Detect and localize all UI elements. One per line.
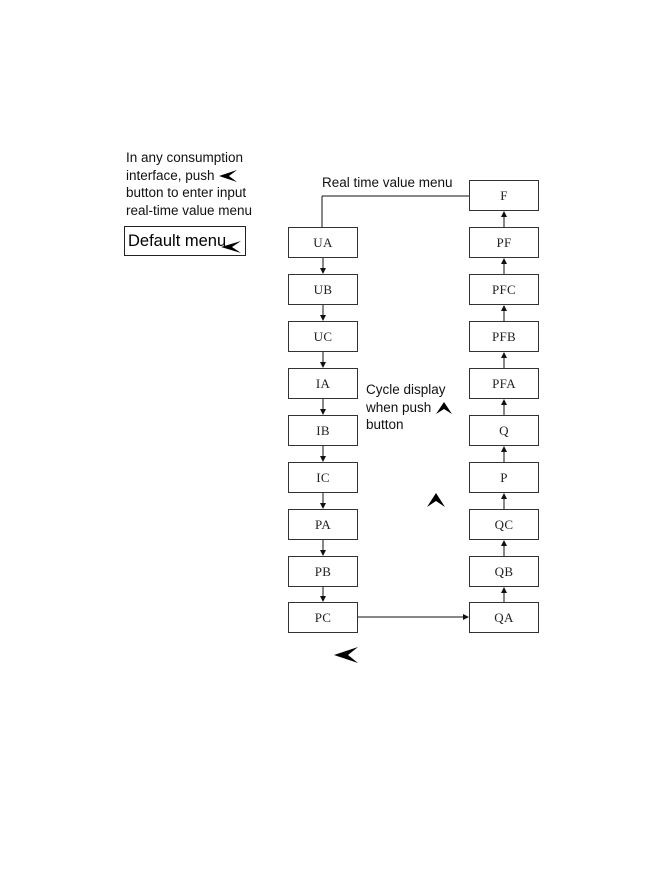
up-arrowhead <box>501 540 507 546</box>
menu-box-pf: PF <box>469 227 539 258</box>
left-arrowhead-icon <box>218 169 238 183</box>
menu-box-pb: PB <box>288 556 358 587</box>
left-arrowhead-icon <box>333 646 359 664</box>
menu-box-uc: UC <box>288 321 358 352</box>
instruction-note <box>126 149 252 219</box>
up-arrowhead <box>501 305 507 311</box>
up-arrowhead <box>501 399 507 405</box>
default-menu-box <box>124 226 246 256</box>
up-arrowhead <box>501 446 507 452</box>
up-arrowhead <box>501 493 507 499</box>
up-arrowhead <box>501 258 507 264</box>
realtime-menu-label: Real time value menu <box>322 175 453 190</box>
instruction-line-3: button to enter input <box>126 185 247 200</box>
menu-box-pa: PA <box>288 509 358 540</box>
instruction-line-2 <box>126 167 252 185</box>
menu-box-ib: IB <box>288 415 358 446</box>
menu-box-pfb: PFB <box>469 321 539 352</box>
menu-box-ia: IA <box>288 368 358 399</box>
instruction-line-1: In any consumption <box>126 150 244 165</box>
menu-box-ua: UA <box>288 227 358 258</box>
cycle-line-3: button <box>366 417 404 432</box>
cycle-line-2-text: when push <box>366 399 432 415</box>
menu-box-p: P <box>469 462 539 493</box>
menu-box-qb: QB <box>469 556 539 587</box>
cycle-display-note <box>366 381 453 434</box>
menu-box-q: Q <box>469 415 539 446</box>
up-arrowhead-icon <box>435 401 453 415</box>
up-arrowhead <box>501 352 507 358</box>
menu-box-f: F <box>469 180 539 211</box>
default-menu-label: Default menu <box>128 232 227 250</box>
menu-box-qc: QC <box>469 509 539 540</box>
up-arrowhead <box>501 587 507 593</box>
menu-box-pfc: PFC <box>469 274 539 305</box>
up-arrowhead-icon <box>426 492 446 508</box>
menu-box-ub: UB <box>288 274 358 305</box>
instruction-line-2-text: interface, push <box>126 167 215 183</box>
menu-box-qa: QA <box>469 602 539 633</box>
cycle-line-1: Cycle display <box>366 382 446 397</box>
menu-box-pc: PC <box>288 602 358 633</box>
menu-box-ic: IC <box>288 462 358 493</box>
instruction-line-4: real-time value menu <box>126 202 253 218</box>
cycle-line-2 <box>366 399 453 417</box>
left-arrowhead-icon <box>220 240 242 254</box>
up-arrowhead <box>501 211 507 217</box>
menu-box-pfa: PFA <box>469 368 539 399</box>
